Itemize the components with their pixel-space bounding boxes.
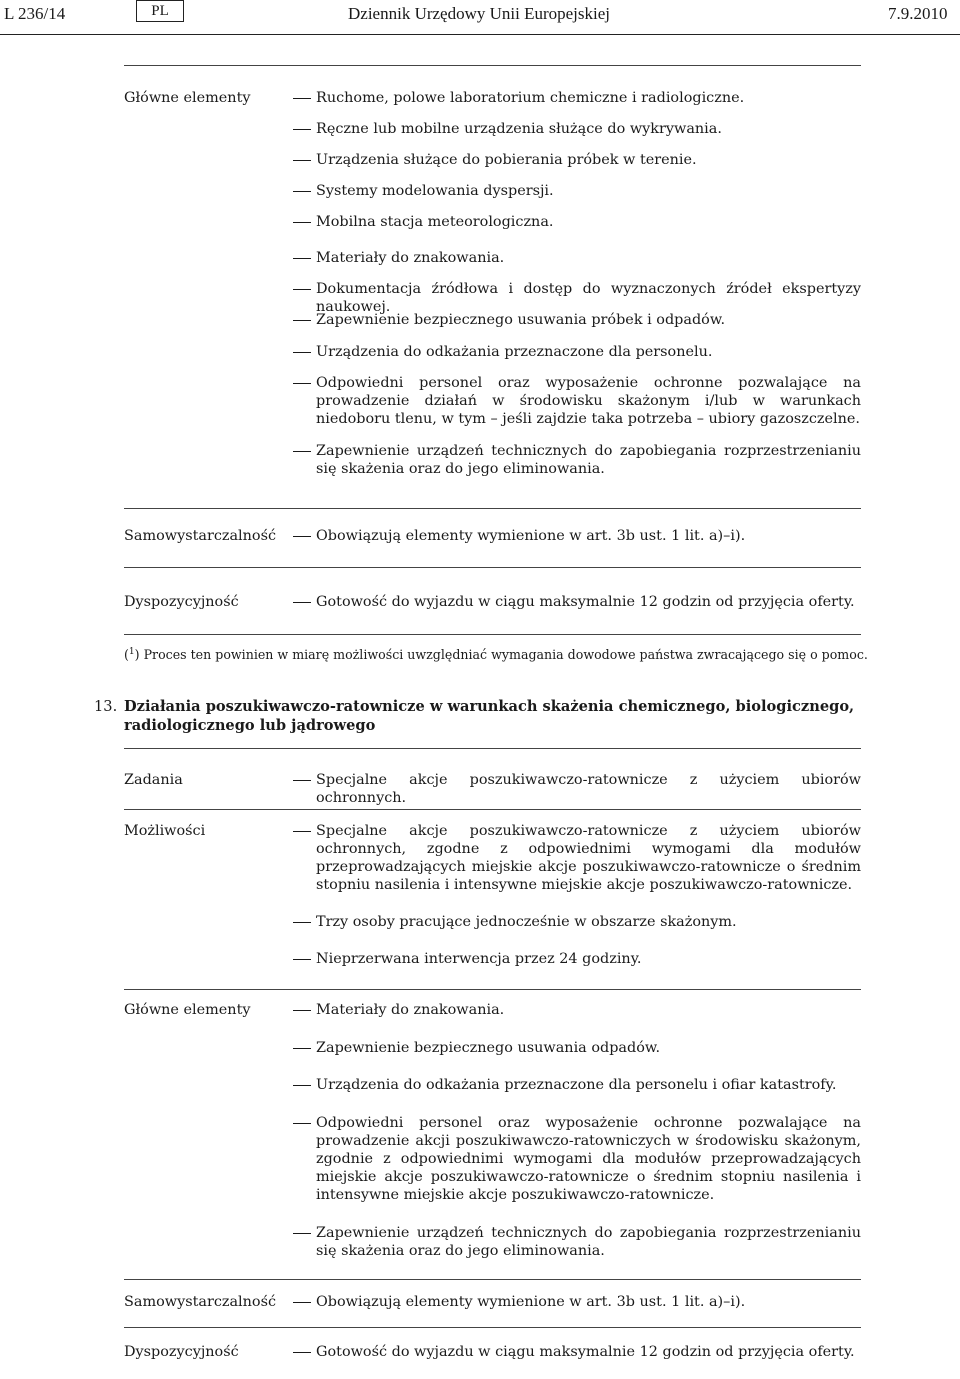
list-item: Obowiązują elementy wymienione w art. 3b ust. 1 lit. a)–i). xyxy=(293,527,861,545)
list-item: Materiały do znakowania. xyxy=(293,1001,861,1019)
table-rule xyxy=(124,989,861,990)
table-rule xyxy=(124,1279,861,1280)
table-rule xyxy=(124,748,861,749)
row-label-self-sufficiency: Samowystarczalność xyxy=(124,528,277,544)
list-item: Gotowość do wyjazdu w ciągu maksymalnie 12 godzin od przyjęcia oferty. xyxy=(293,1343,861,1361)
list-item: Zapewnienie bezpiecznego usuwania próbek i odpadów. xyxy=(293,311,861,329)
list-item: Specjalne akcje poszukiwawczo-ratownicze z użyciem ubiorów ochronnych, zgodne z odpowiednimi wymogami dla modułów przeprowadzających miejskie akcje poszukiwawczo-ratownicze o średnim stopniu nasilenia i intensywne miejskie akcje poszukiwawczo-ratownicze. xyxy=(293,822,861,894)
table-rule xyxy=(124,1327,861,1328)
row-label-capabilities: Możliwości xyxy=(124,823,206,839)
row-label-main-elements: Główne elementy xyxy=(124,90,251,106)
list-item: Materiały do znakowania. xyxy=(293,249,861,267)
list-item: Systemy modelowania dyspersji. xyxy=(293,182,861,200)
list-item: Urządzenia do odkażania przeznaczone dla personelu i ofiar katastrofy. xyxy=(293,1076,861,1094)
list-item: Urządzenia do odkażania przeznaczone dla personelu. xyxy=(293,343,861,361)
row-label-availability: Dyspozycyjność xyxy=(124,594,239,610)
page-header xyxy=(0,0,960,35)
footnote-marker: 1 xyxy=(128,647,135,657)
section-title: Działania poszukiwawczo-ratownicze w warunkach skażenia chemicznego, biologicznego, radiologicznego lub jądrowego xyxy=(124,698,855,734)
list-item: Mobilna stacja meteorologiczna. xyxy=(293,213,861,231)
section-heading xyxy=(94,697,869,735)
list-item: Nieprzerwana interwencja przez 24 godziny. xyxy=(293,950,861,968)
list-item: Gotowość do wyjazdu w ciągu maksymalnie 12 godzin od przyjęcia oferty. xyxy=(293,593,861,611)
list-item: Trzy osoby pracujące jednocześnie w obszarze skażonym. xyxy=(293,913,861,931)
list-item: Specjalne akcje poszukiwawczo-ratownicze z użyciem ubiorów ochronnych. xyxy=(293,771,861,807)
table-rule xyxy=(124,567,861,568)
row-label-tasks: Zadania xyxy=(124,772,183,788)
list-item: Ruchome, polowe laboratorium chemiczne i radiologiczne. xyxy=(293,89,861,107)
table-rule xyxy=(124,65,861,66)
table-rule xyxy=(124,508,861,509)
list-item: Zapewnienie urządzeń technicznych do zapobiegania rozprzestrzenianiu się skażenia oraz do jego eliminowania. xyxy=(293,442,861,478)
footnote-text: Proces ten powinien w miarę możliwości uwzględniać wymagania dowodowe państwa zwracającego się o pomoc. xyxy=(143,647,868,663)
section-number: 13. xyxy=(94,698,118,715)
row-label-availability-2: Dyspozycyjność xyxy=(124,1344,239,1360)
list-item: Odpowiedni personel oraz wyposażenie ochronne pozwalające na prowadzenie akcji poszukiwawczo-ratowniczych w środowisku skażonym, zgodnie z odpowiednimi wymogami dla modułów przeprowadzających miejskie akcje poszukiwawczo-ratownicze o średnim stopniu nasilenia i intensywne miejskie akcje poszukiwawczo-ratownicze. xyxy=(293,1114,861,1204)
journal-title: Dziennik Urzędowy Unii Europejskiej xyxy=(348,4,611,23)
publication-date: 7.9.2010 xyxy=(888,4,948,23)
list-item: Zapewnienie urządzeń technicznych do zapobiegania rozprzestrzenianiu się skażenia oraz do jego eliminowania. xyxy=(293,1224,861,1260)
list-item: Zapewnienie bezpiecznego usuwania odpadów. xyxy=(293,1039,861,1057)
list-item: Ręczne lub mobilne urządzenia służące do wykrywania. xyxy=(293,120,861,138)
page-reference: L 236/14 xyxy=(4,4,66,23)
list-item: Obowiązują elementy wymienione w art. 3b ust. 1 lit. a)–i). xyxy=(293,1293,861,1311)
table-rule xyxy=(124,809,861,810)
list-item: Odpowiedni personel oraz wyposażenie ochronne pozwalające na prowadzenie działań w środowisku skażonym i/lub w warunkach niedoboru tlenu, w tym – jeśli zajdzie taka potrzeba – ubiory gazoszczelne. xyxy=(293,374,861,428)
row-label-main-elements-2: Główne elementy xyxy=(124,1002,251,1018)
language-badge: PL xyxy=(136,0,184,22)
list-item: Dokumentacja źródłowa i dostęp do wyznaczonych źródeł ekspertyzy naukowej. xyxy=(293,280,861,316)
row-label-self-sufficiency-2: Samowystarczalność xyxy=(124,1294,277,1310)
list-item: Urządzenia służące do pobierania próbek w terenie. xyxy=(293,151,861,169)
table-rule xyxy=(124,634,861,635)
footnote: ($^1$) Proces ten powinien w miarę możliwości uwzględniać wymagania dowodowe państwa zwracającego się o pomoc. xyxy=(124,647,868,663)
